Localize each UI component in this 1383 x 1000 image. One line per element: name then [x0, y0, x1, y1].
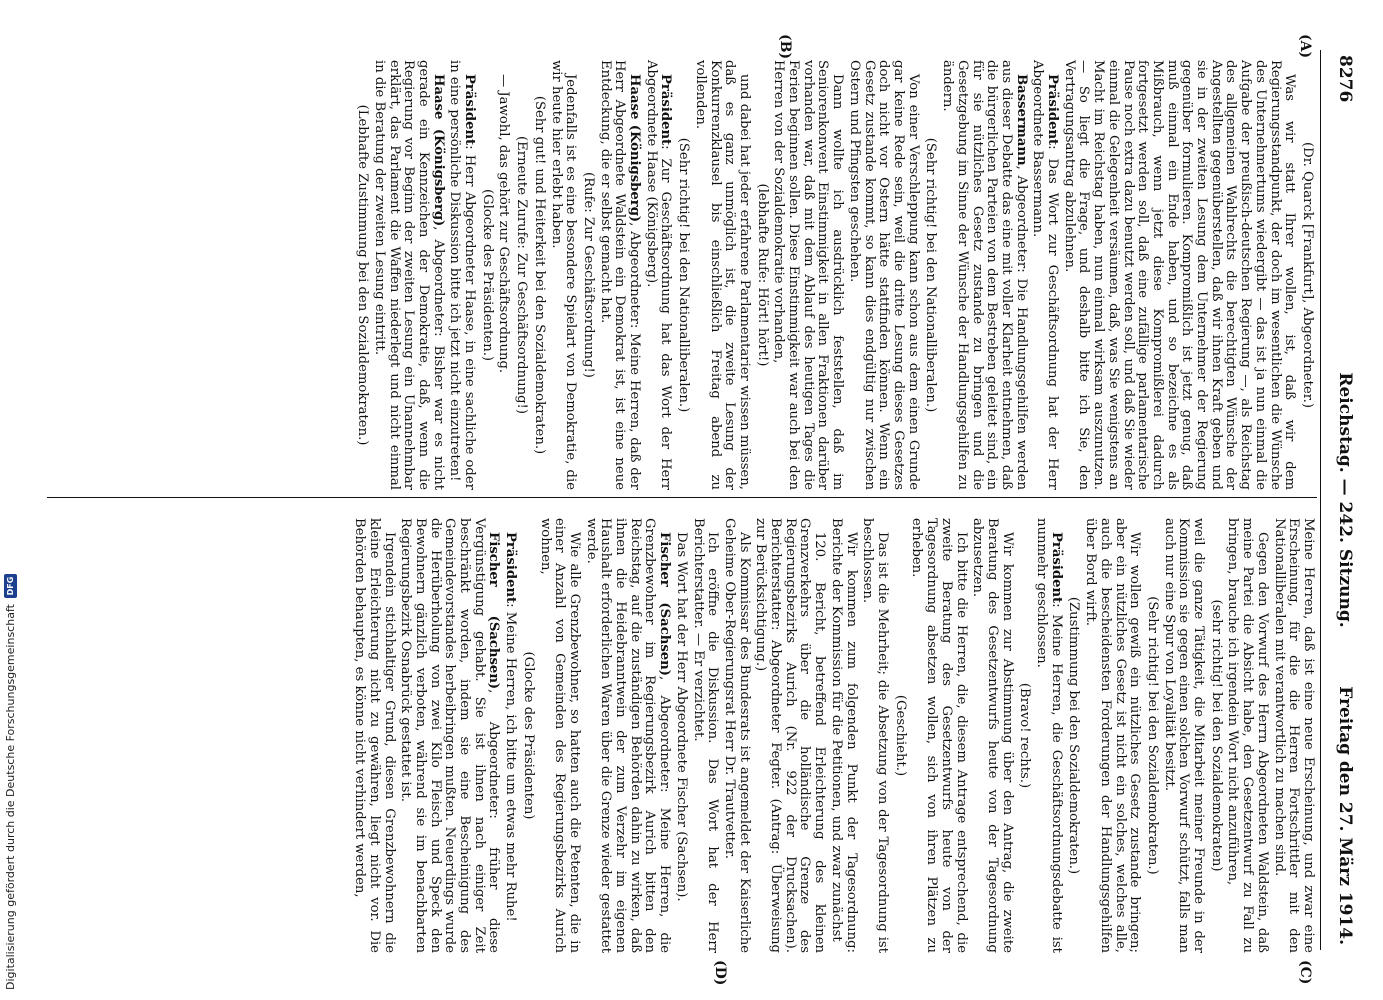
- dfg-logo-icon: DFG: [4, 574, 17, 598]
- margin-marker-d: (D): [712, 960, 728, 986]
- interjection: (Geschieht.): [892, 694, 908, 777]
- interjection: (Lebhafte Zustimmung bei den Sozialdemokraten.): [355, 104, 371, 446]
- margin-marker-b: (B): [777, 34, 793, 60]
- interjection: (Bravo! rechts.): [1017, 682, 1033, 789]
- page-header: [1329, 55, 1355, 945]
- paragraph: Das ist die Mehrheit; die Absetzung von der Tagesordnung ist beschlossen.: [860, 518, 891, 953]
- interjection: (Dr. Quarck [Frankfurt], Abgeordneter.): [1300, 142, 1315, 408]
- speaker-name: Haase (Königsberg): [430, 74, 446, 227]
- speaker-name: Präsident: [503, 532, 519, 604]
- header-rule: [1320, 50, 1321, 950]
- paragraph: Jedenfalls ist es eine besondere Spielart von Demokratie, die wir heute hier erlebt haben.: [548, 60, 579, 490]
- interjection: (Erneute Zurufe: Zur Geschäftsordnung!): [514, 136, 530, 414]
- margin-marker-a: (A): [1297, 34, 1313, 59]
- speaker-name: Bassermann: [1013, 74, 1029, 166]
- interjection: (Sehr richtig! bei den Nationalliberalen.): [923, 137, 939, 413]
- interjection: (Glocke des Präsidenten.): [479, 188, 495, 362]
- paragraph: Wie alle Grenzbewohner, so hatten auch die Petenten, die in einer Anzahl von Gemeinden des Regierungsbezirks Aurich wohnen,: [537, 518, 582, 953]
- paragraph: — Jawohl, das gehört zur Geschäftsordnung.: [496, 74, 512, 374]
- speaker-paragraph: Präsident: Zur Geschäftsordnung hat das Wort der Herr Abgeordnete Haase (Königsberg).: [643, 60, 674, 490]
- interjection: (Rufe: Zur Geschäftsordnung!): [580, 172, 596, 378]
- margin-marker-c: (C): [1297, 960, 1313, 985]
- interjection: (Zustimmung bei den Sozialdemokraten.): [1066, 596, 1082, 875]
- speaker-paragraph: Haase (Königsberg), Abgeordneter: Bisher war es nicht gerade ein Kennzeichen der Demokratie, daß, wenn die Regierung vor Beginn der zweiten Lesung ein Unannehmbar erklärt, das Parlament die Waffen niederlegt und nicht einmal in die Beratung der zweiten Lesung eintritt.: [371, 60, 446, 490]
- speaker-paragraph: Haase (Königsberg), Abgeordneter: Meine Herren, daß der Herr Abgeordnete Waldstein ein Demokrat ist, ist eine neue Entdeckung, die er selbst gemacht hat.: [597, 60, 643, 490]
- speaker-paragraph: Präsident: Meine Herren, die Geschäftsordnungsdebatte ist nunmehr geschlossen.: [1034, 518, 1064, 953]
- paragraph: Ich eröffne die Diskussion. Das Wort hat der Herr Berichterstatter. — Er verzichtet.: [690, 518, 721, 953]
- speaker-name: Präsident: [1048, 532, 1064, 604]
- speaker-paragraph: Bassermann, Abgeordneter: Die Handlungsgehilfen werden aus dieser Debatte das eine mit voller Klarheit entnehmen, daß die bürgerlichen Parteien von dem Bestreben geleitet sind, ein für sie nützliches Gesetz zustande zu bringen und die Gesetzgebung im Sinne der Wünsche der Handlungsgehilfen zu ändern.: [940, 60, 1029, 490]
- paragraph: Irgendein stichhaltiger Grund, diesen Grenzbewohnern die kleine Erleichterung nicht zu gewähren, liegt nicht vor. Die Behörden behaupten, es könne nicht verhindert werden,: [352, 518, 397, 953]
- interjection: (Sehr richtig! bei den Sozialdemokraten.): [1144, 596, 1160, 875]
- paragraph: Wir kommen zum folgenden Punkt der Tagesordnung: Berichte der Kommission für die Petitionen, und zwar zunächst: [828, 518, 859, 953]
- paragraph: Wir wollen gewiß ein nützliches Gesetz zustande bringen; aber ein nützliches Gesetz ist nicht ein solches, welches alle, auch die bescheidensten Forderungen der Handlungsgehilfen über Bord wirft.: [1083, 518, 1143, 953]
- paragraph: und dabei hat jeder erfahrene Parlamentarier wissen müssen, daß es ganz unmöglich ist, die zweite Lesung der Konkurrenzklausel bis einschließlich Freitag abend zu vollenden.: [692, 60, 752, 490]
- column-divider: [47, 497, 1317, 498]
- speaker-name: Präsident: [1045, 74, 1061, 146]
- speaker-paragraph: Fischer (Sachsen), Abgeordneter: früher diese Vergünstigung gehabt. Sie ist ihnen nach einiger Zeit beschränkt worden, indem sie eine Bescheinigung des Gemeindevorstandes herbeibringen mußten. Neuerdings wurde die Herüberholung von zwei Kilo Fleisch und Speck den Bewohnern gänzlich verboten, während sie im benachbarten Regierungsbezirk Osnabrück gestattet ist.: [398, 518, 502, 953]
- speaker-name: Präsident: [462, 74, 478, 146]
- left-text-column: [351, 60, 1315, 490]
- paragraph: Meine Herren, daß ist eine neue Erscheinung, und zwar eine Erscheinung, für die die Herren Fortschrittler mit den Nationalliberalen mit verantwortlich zu machen sind.: [1271, 518, 1316, 953]
- speaker-paragraph: Präsident: Meine Herren, ich bitte um etwas mehr Ruhe!: [503, 532, 519, 922]
- interjection: (Sehr richtig! bei den Nationalliberalen.): [676, 137, 692, 413]
- paragraph: Dann wollte ich ausdrücklich feststellen, daß im Seniorenkonvent Einstimmigkeit in allen Fraktionen darüber vorhanden war, daß mit dem Ablauf des heutigen Tages die Ferien beginnen sollen. Diese Einstimmigkeit war auch bei den Herren von der Sozialdemokratie vorhanden,: [771, 60, 846, 490]
- interjection: (Sehr gut! und Heiterkeit bei den Sozialdemokraten.): [531, 95, 547, 455]
- right-text-column: [349, 518, 1315, 953]
- paragraph: weil die ganze Tätigkeit, die Mitarbeit meiner Freunde in der Kommission sie gegen einen solchen Vorwurf schützt, falls man auch nur eine Spur von Loyalität besitzt.: [1161, 518, 1207, 953]
- session-date: Freitag den 27. März 1914.: [1335, 686, 1355, 945]
- interjection: (lebhafte Rufe: Hört! hört!): [754, 183, 770, 367]
- paragraph: Von einer Verschleppung kann schon aus dem einen Grunde gar keine Rede sein, weil die dritte Lesung dieses Gesetzes doch nicht vor Ostern hätte stattfinden können. Wenn ein Gesetz zustande kommt, so kann dies endgültig nur zwischen Ostern und Pfingsten geschehen.: [846, 60, 921, 490]
- digitization-note: [1, 510, 19, 990]
- paragraph: Das Wort hat der Herr Abgeordnete Fischer (Sachsen).: [673, 532, 689, 902]
- speaker-name: Präsident: [658, 74, 674, 146]
- digitization-text: Digitalisierung gefördert durch die Deutsche Forschungsgemeinschaft: [3, 604, 17, 990]
- interjection: (sehr richtig! bei den Sozialdemokraten): [1208, 599, 1224, 872]
- speaker-paragraph: Fischer (Sachsen), Abgeordneter: Meine Herren, die Grenzbewohner im Regierungsbezirk Aurich bitten den Reichstag, auf die zuständigen Behörden dahin zu wirken, daß ihnen die Heidebranntwein der zum Verzehr im eigenen Haushalt erforderlichen Waren über die Grenze wieder gestattet werde.: [583, 518, 673, 953]
- paragraph: Was wir statt Ihrer wollen, ist, daß wir dem Regierungsstandpunkt, der doch im wesentlichen die Wünsche des Unternehmertums wiedergibt — das ist ja nun einmal die Aufgabe der preußisch-deutschen Regierung —, als Reichstag des allgemeinen Wahlrechts die berechtigten Wünsche der Angestellten gegenüberstellen, daß wir ihnen Kraft geben und sie in der zweiten Lesung dem Unternehmer der Regierung gegenüber formulieren. Kompromißlich ist jetzt genug, daß muß einmal ein Ende haben, und so bezeichne es als Mißbrauch, wenn jetzt diese Kompromißlerei dadurch fortgesetzt werden soll, daß eine zufällige parlamentarische Pause noch extra dazu benutzt werden soll, und daß Sie wieder einmal die Gelegenheit versäumen, daß, was Sie wenigstens an Macht im Reichstag haben, nun einmal wirksam auszunutzen. — So liegt die Frage, und deshalb bitte ich Sie, den Vertragungsantrag abzulehnen.: [1061, 60, 1298, 490]
- page-number: 8276: [1335, 55, 1355, 103]
- paragraph: Als Kommissar des Bundesrats ist angemeldet der Kaiserliche Geheime Ober-Regierungsrat Herr Dr. Trautvetter.: [721, 518, 752, 953]
- paragraph: Wir kommen zur Abstimmung über den Antrag, die zweite Beratung des Gesetzentwurfs heute von der Tagesordnung abzusetzen.: [970, 518, 1015, 953]
- speaker-name: Fischer (Sachsen): [657, 532, 673, 676]
- interjection: (Glocke des Präsidenten): [520, 651, 536, 820]
- speaker-name: Fischer (Sachsen): [486, 532, 502, 690]
- speaker-paragraph: Präsident: Das Wort zur Geschäftsordnung hat der Herr Abgeordnete Bassermann.: [1030, 60, 1061, 490]
- speaker-paragraph: Präsident: Herr Abgeordneter Haase, in eine sachliche oder in eine persönliche Diskussion bitte ich jetzt nicht einzutreten!: [447, 60, 478, 490]
- speaker-name: Haase (Königsberg): [627, 74, 643, 223]
- paragraph: 120. Bericht, betreffend Erleichterung des kleinen Grenzverkehrs über die holländische Grenze des Regierungsbezirks Aurich (Nr. 922 der Drucksachen). Berichterstatter: Abgeordneter Fegter. (Antrag: Überweisung zur Berücksichtigung.): [753, 518, 828, 953]
- page-title: Reichstag. — 242. Sitzung.: [1335, 372, 1355, 628]
- paragraph: Gegen den Vorwurf des Herrn Abgeordneten Waldstein, daß meine Partei die Absicht habe, den Gesetzentwurf zu Fall zu bringen, brauche ich irgendein Wort nicht anzuführen,: [1225, 518, 1270, 953]
- paragraph: Ich bitte die Herren, die, diesem Antrage entsprechend, die zweite Beratung des Gesetzentwurfs heute von der Tagesordnung absetzen wollen, sich von ihren Plätzen zu erheben.: [909, 518, 969, 953]
